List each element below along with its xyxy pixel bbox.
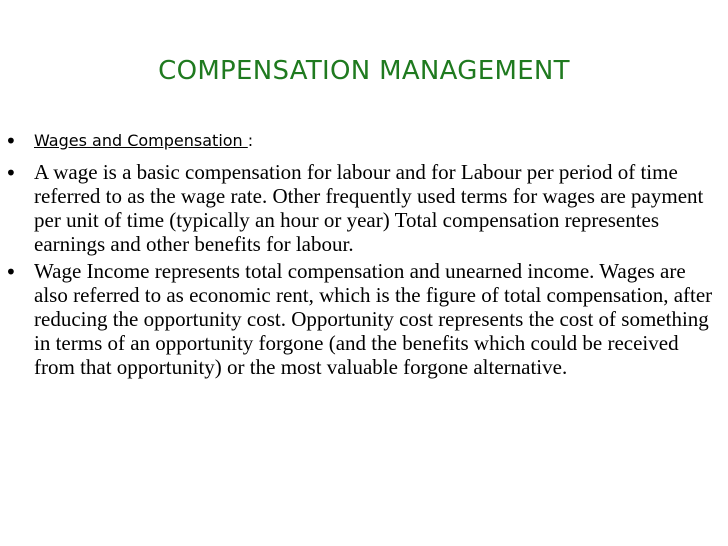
bullet-item-wage-definition [4, 160, 724, 256]
bullet-item-wages-heading [4, 128, 724, 154]
bullet-item-wage-income [4, 259, 724, 379]
bullet-text-wage-income: Wage Income represents total compensation and unearned income. Wages are also referred to as economic rent, which is the figure of total compensation, after reducing the opportunity cost. Opportunity cost represents the cost of something in terms of an opportunity forgone (and the benefits which could be received from that opportunity) or the most valuable forgone alternative. [34, 259, 713, 379]
bullet-dot-icon: • [5, 161, 17, 185]
slide-title: COMPENSATION MANAGEMENT [158, 56, 570, 86]
subheading-label: Wages and Compensation [34, 131, 248, 150]
subheading [34, 131, 253, 150]
subheading-colon: : [247, 131, 254, 150]
bullet-list [4, 128, 724, 383]
bullet-text-wage-definition: A wage is a basic compensation for labour and for Labour per period of time referred to as the wage rate. Other frequently used terms for wages are payment per unit of time (typically an hour or year) Total compensation representes earnings and other benefits for labour. [34, 160, 704, 256]
bullet-dot-icon: • [5, 129, 17, 153]
bullet-dot-icon: • [5, 260, 17, 284]
